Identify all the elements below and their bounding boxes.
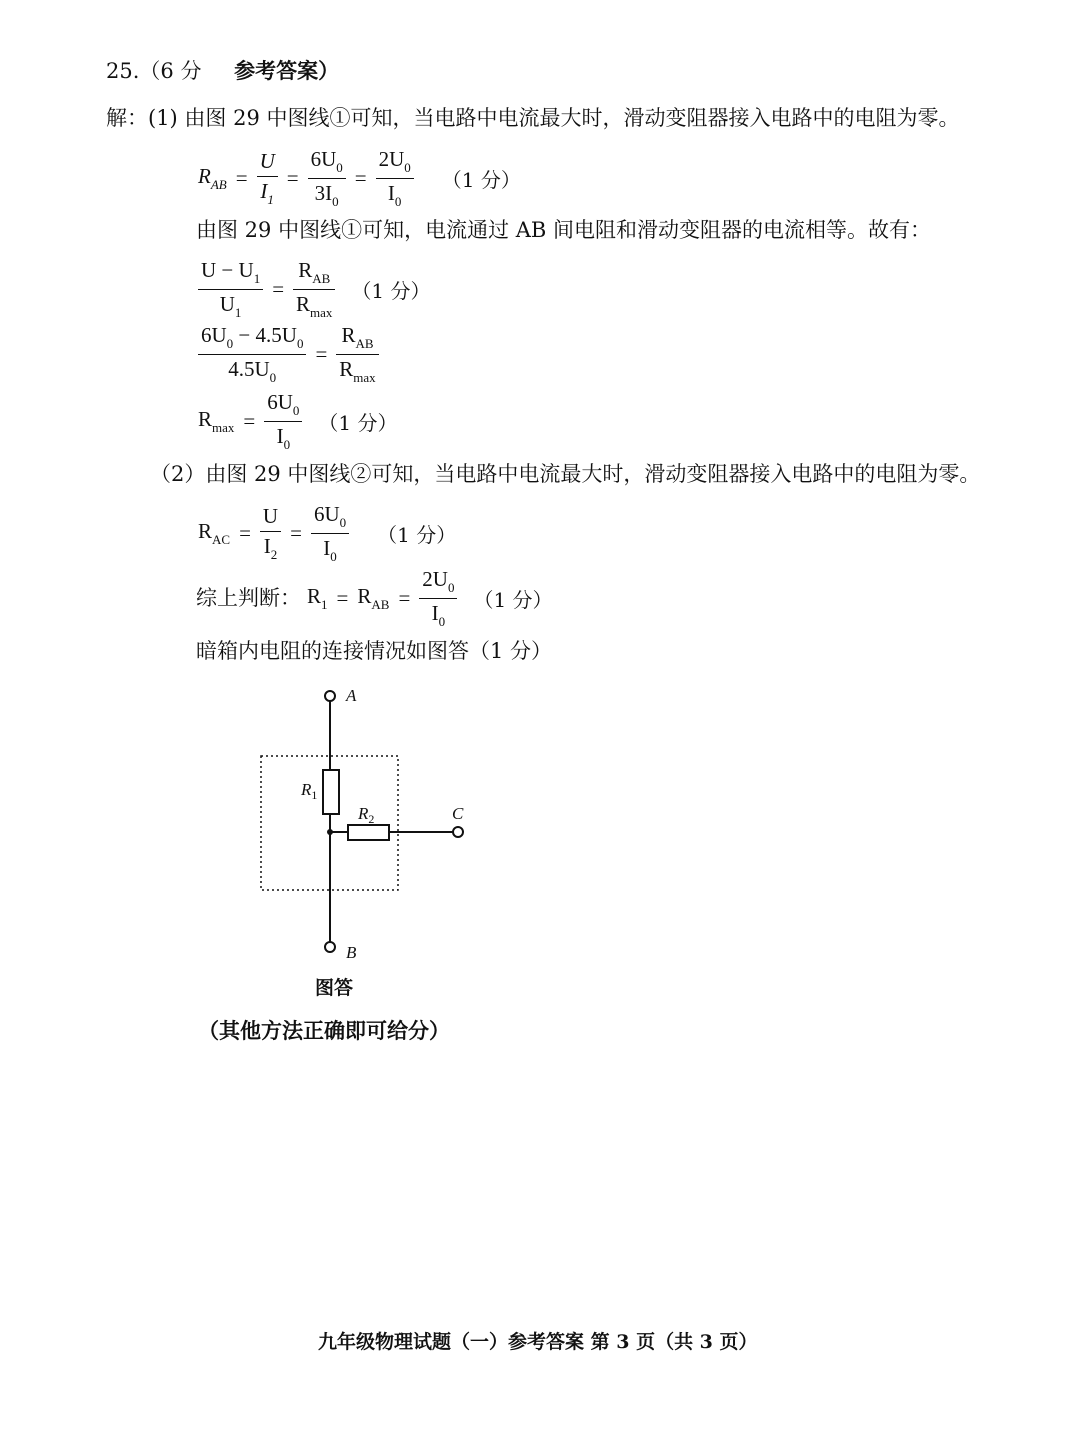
equation-summary: 综上判断： $R_1$ = $R_{AB}$ = $\frac{2U_0}{I_0}$ （1 分） [196, 567, 553, 629]
equation-rac: $R_{AC}$ = $\frac{U}{I_2}$ = $\frac{6U_0}{I_0}$ （1 分） [198, 502, 457, 564]
diagram-caption: 图答 [315, 977, 354, 999]
score-note: （1 分） [351, 278, 431, 303]
label-c: C [452, 804, 464, 823]
score-note: （1 分） [473, 587, 553, 612]
terminal-c [453, 827, 463, 837]
question-number: 25. [106, 59, 140, 83]
label-r2: $R_2$ [358, 804, 375, 826]
label-r1: $R_1$ [301, 780, 318, 802]
part1-current-note: 由图 29 中图线①可知，电流通过 AB 间电阻和滑动变阻器的电流相等。故有： [196, 218, 932, 242]
resistor-r2 [348, 825, 389, 840]
score-note: （1 分） [441, 167, 521, 192]
resistor-r1 [323, 770, 339, 814]
circuit-diagram [250, 680, 490, 970]
page-footer: 九年级物理试题（一）参考答案 第 3 页（共 3 页） [318, 1331, 758, 1353]
score-note: （1 分） [377, 522, 457, 547]
question-header [106, 60, 339, 82]
question-title: 参考答案） [234, 58, 340, 83]
part1-intro: 解：(1) 由图 29 中图线①可知，当电路中电流最大时，滑动变阻器接入电路中的电阻为零。 [106, 106, 960, 130]
grading-note: （其他方法正确即可给分） [198, 1018, 450, 1043]
equation-rab: $R_{AB}$ = $\frac{U}{I_1}$ = $\frac{6U_0}{3I_0}$ = $\frac{2U_0}{I_0}$ （1 分） [198, 147, 521, 209]
score-note: （1 分） [318, 410, 398, 435]
equation-substitution: $\frac{6U_0 - 4.5U_0}{4.5U_0}$ = $\frac{R_{AB}}{R_{max}}$ [198, 323, 379, 386]
part2-intro: （2）由图 29 中图线②可知，当电路中电流最大时，滑动变阻器接入电路中的电阻为零。 [150, 462, 981, 486]
equation-ratio: $\frac{U - U_1}{U_1}$ = $\frac{R_{AB}}{R_{max}}$ （1 分） [198, 258, 431, 321]
question-score: （6 分 [139, 59, 202, 83]
summary-label: 综上判断： [196, 585, 301, 610]
equation-rmax: $R_{max}$ = $\frac{6U_0}{I_0}$ （1 分） [198, 390, 398, 452]
terminal-a [325, 691, 335, 701]
label-a: A [346, 686, 357, 705]
label-b: B [346, 943, 357, 962]
part2-conclusion: 暗箱内电阻的连接情况如图答（1 分） [196, 639, 553, 663]
terminal-b [325, 942, 335, 952]
